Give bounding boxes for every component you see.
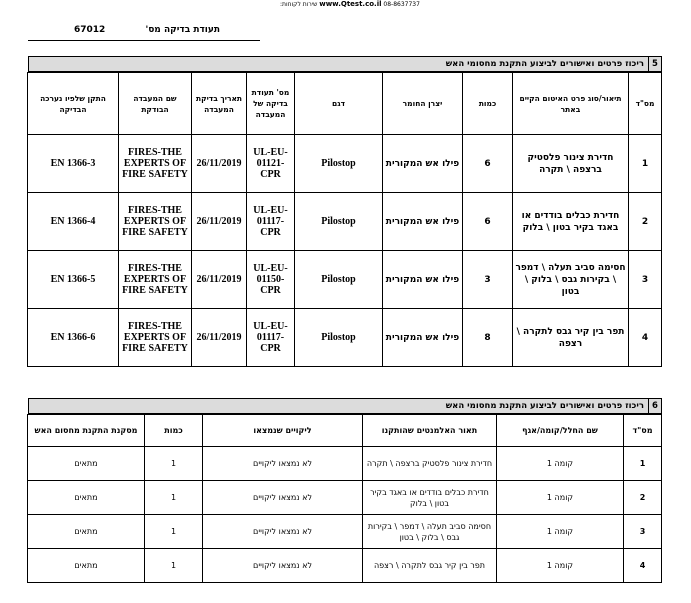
table-row <box>28 481 662 515</box>
quantity: 1 <box>145 481 203 515</box>
lab-name: FIRES-THE EXPERTS OF FIRE SAFETY <box>119 251 192 309</box>
item-description: תפר בין קיר גבס לתקרה \ רצפה <box>513 309 629 367</box>
model: Pilostop <box>295 193 383 251</box>
manufacturer: פילו אש המקורית <box>383 135 463 193</box>
quantity: 1 <box>145 515 203 549</box>
location: קומה 1 <box>497 447 624 481</box>
row-index: 2 <box>624 481 662 515</box>
manufacturer: פילו אש המקורית <box>383 309 463 367</box>
manufacturer: פילו אש המקורית <box>383 251 463 309</box>
test-date: 26/11/2019 <box>192 251 247 309</box>
table-row <box>28 549 662 583</box>
col-header: דגם <box>295 73 383 135</box>
item-description: חסימה סביב תעלה \ דמפר \ בקירות גבס \ בלוק \ בטון <box>513 251 629 309</box>
location: קומה 1 <box>497 515 624 549</box>
section-5-header-row <box>28 73 662 135</box>
lab-name: FIRES-THE EXPERTS OF FIRE SAFETY <box>119 309 192 367</box>
item-description: חדירת כבלים בודדים או באגד בקיר בטון \ בלוק <box>513 193 629 251</box>
element-description: חסימה סביב תעלה \ דמפר \ בקירות גבס \ בלוק \ בטון <box>363 515 497 549</box>
cert-number: UL-EU-01117-CPR <box>247 193 295 251</box>
col-header: מס"ד <box>629 73 662 135</box>
item-description: חדירת צינור פלסטיק ברצפה \ תקרה <box>513 135 629 193</box>
cert-number: UL-EU-01150-CPR <box>247 251 295 309</box>
lab-name: FIRES-THE EXPERTS OF FIRE SAFETY <box>119 135 192 193</box>
table-row <box>28 309 662 367</box>
conclusion: מתאים <box>28 549 145 583</box>
row-index: 4 <box>624 549 662 583</box>
standard: EN 1366-6 <box>28 309 119 367</box>
test-date: 26/11/2019 <box>192 309 247 367</box>
col-header: תאריך בדיקת המעבדה <box>192 73 247 135</box>
row-index: 3 <box>629 251 662 309</box>
defects: לא נמצאו ליקויים <box>203 447 363 481</box>
lab-name: FIRES-THE EXPERTS OF FIRE SAFETY <box>119 193 192 251</box>
section-5-number: 5 <box>648 57 661 71</box>
cert-number: UL-EU-01121-CPR <box>247 135 295 193</box>
certificate-line <box>28 22 260 41</box>
model: Pilostop <box>295 309 383 367</box>
col-header: מסקנת התקנת מחסום האש <box>28 415 145 447</box>
col-header: כמות <box>145 415 203 447</box>
col-header: תאור האלמנטים שהותקנו <box>363 415 497 447</box>
col-header: שם החלל/קומה/אגף <box>497 415 624 447</box>
section-6-header-row <box>28 415 662 447</box>
section-5 <box>28 56 662 367</box>
col-header: מס' תעודת בדיקה של המעבדה <box>247 73 295 135</box>
section-6-table <box>27 414 662 583</box>
section-5-header <box>28 56 662 72</box>
quantity: 1 <box>145 447 203 481</box>
section-5-title: ריכוז פרטים ואישורים לביצוע התקנת מחסומי האש <box>445 59 644 69</box>
conclusion: מתאים <box>28 447 145 481</box>
standard: EN 1366-3 <box>28 135 119 193</box>
phone-number: 08-8637737 <box>383 1 420 8</box>
quantity: 1 <box>145 549 203 583</box>
header-strip <box>250 0 450 9</box>
element-description: חדירת צינור פלסטיק ברצפה \ תקרה <box>363 447 497 481</box>
col-header: התקן שלפיו נערכה הבדיקה <box>28 73 119 135</box>
section-6-title: ריכוז פרטים ואישורים לביצוע התקנת מחסומי האש <box>445 401 644 411</box>
quantity: 6 <box>463 193 513 251</box>
table-row <box>28 447 662 481</box>
model: Pilostop <box>295 135 383 193</box>
defects: לא נמצאו ליקויים <box>203 549 363 583</box>
col-header: ליקויים שנמצאו <box>203 415 363 447</box>
manufacturer: פילו אש המקורית <box>383 193 463 251</box>
service-label: שירות לקוחות: <box>280 1 318 8</box>
conclusion: מתאים <box>28 481 145 515</box>
model: Pilostop <box>295 251 383 309</box>
col-header: תיאור/סוג פרט האיטום הקיים באתר <box>513 73 629 135</box>
table-row <box>28 515 662 549</box>
row-index: 4 <box>629 309 662 367</box>
site-url: www.Qtest.co.il <box>319 0 382 8</box>
col-header: כמות <box>463 73 513 135</box>
test-date: 26/11/2019 <box>192 193 247 251</box>
quantity: 3 <box>463 251 513 309</box>
location: קומה 1 <box>497 549 624 583</box>
section-6-number: 6 <box>648 399 661 413</box>
standard: EN 1366-4 <box>28 193 119 251</box>
col-header: שם המעבדה הבודקת <box>119 73 192 135</box>
quantity: 8 <box>463 309 513 367</box>
defects: לא נמצאו ליקויים <box>203 481 363 515</box>
section-5-table <box>27 72 662 367</box>
quantity: 6 <box>463 135 513 193</box>
table-row <box>28 193 662 251</box>
certificate-label: תעודת בדיקה מס' <box>145 25 220 35</box>
col-header: יצרן החומר <box>383 73 463 135</box>
test-date: 26/11/2019 <box>192 135 247 193</box>
cert-number: UL-EU-01117-CPR <box>247 309 295 367</box>
row-index: 1 <box>624 447 662 481</box>
section-6-header <box>28 398 662 414</box>
table-row <box>28 251 662 309</box>
location: קומה 1 <box>497 481 624 515</box>
row-index: 3 <box>624 515 662 549</box>
row-index: 2 <box>629 193 662 251</box>
section-6 <box>28 398 662 583</box>
conclusion: מתאים <box>28 515 145 549</box>
standard: EN 1366-5 <box>28 251 119 309</box>
element-description: תפר בין קיר גבס לתקרה \ רצפה <box>363 549 497 583</box>
row-index: 1 <box>629 135 662 193</box>
table-row <box>28 135 662 193</box>
col-header: מס"ד <box>624 415 662 447</box>
certificate-number: 67012 <box>74 25 106 35</box>
defects: לא נמצאו ליקויים <box>203 515 363 549</box>
element-description: חדירת כבלים בודדים או באגד בקיר בטון \ בלוק <box>363 481 497 515</box>
